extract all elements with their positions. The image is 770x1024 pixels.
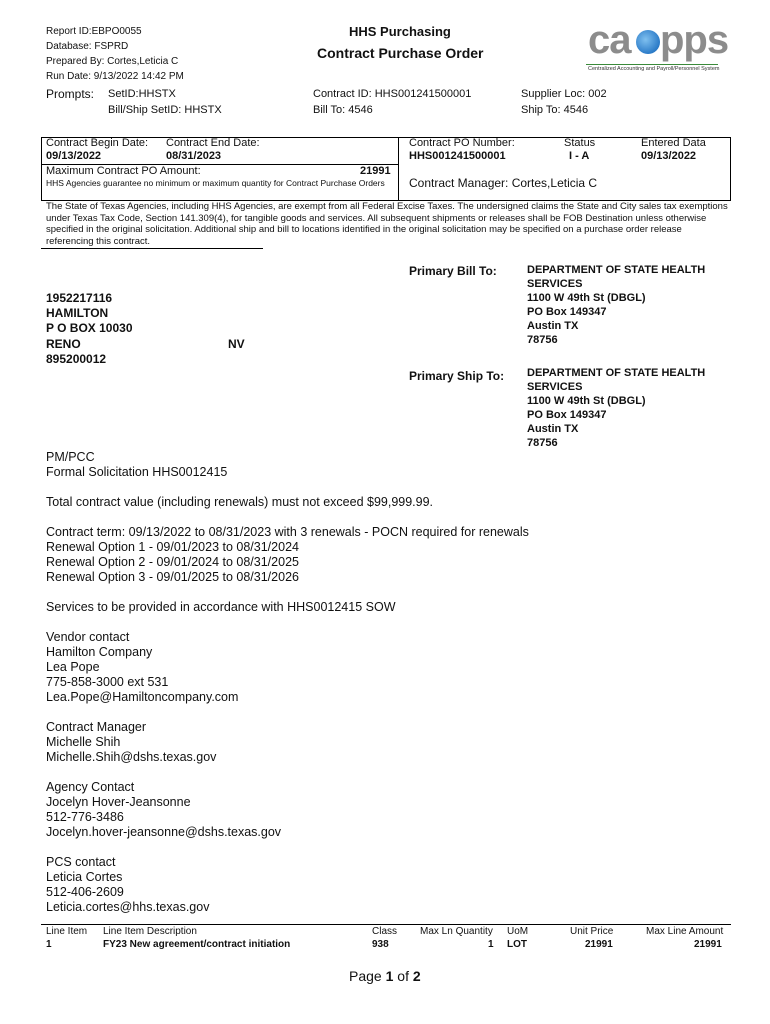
page-title: HHS Purchasing [349, 24, 451, 39]
vendor-city: RENO [46, 337, 81, 351]
report-id: Report ID:EBPO0055 [46, 26, 142, 37]
vendor-id: 1952217116 [46, 291, 113, 305]
note-line: Lea Pope [46, 660, 100, 674]
bill-to: Bill To: 4546 [313, 104, 373, 116]
entered-label: Entered Data [641, 137, 706, 149]
status-label: Status [564, 137, 596, 149]
note-line [46, 585, 529, 600]
note-line [46, 840, 529, 855]
primary-bill-to-address: DEPARTMENT OF STATE HEALTH SERVICES 1100 W 49th St (DBGL) PO Box 149347 Austin TX 78756 [527, 264, 706, 346]
legal-text: The State of Texas Agencies, including HHS Agencies, are exempt from all Federal Excise Taxes. The undersigned claims the State and City sales tax exemptions under Texas Tax Code, Section 141.309(4), for tangible goods and services. All subsequent shipments or releases shall be FOB Destination unless otherwise specified in the original solicitation. Additional ship and bill to locations identified in the original solicitation may be specified on a purchase order release referencing this contract. [46, 201, 728, 247]
col-uom: UoM [507, 926, 529, 937]
row-description: FY23 New agreement/contract initiation [103, 939, 291, 950]
row-line-item: 1 [46, 939, 52, 950]
note-line: Contract Manager [46, 720, 147, 734]
contract-notes [46, 450, 529, 915]
row-uom: LOT [507, 939, 527, 950]
vendor-zip: 895200012 [46, 352, 107, 366]
note-line [46, 480, 529, 495]
note-line: Michelle.Shih@dshs.texas.gov [46, 750, 217, 764]
logo-tagline: Centralized Accounting and Payroll/Personnel System [588, 66, 720, 72]
col-description: Line Item Description [103, 926, 197, 937]
note-line: Services to be provided in accordance with HHS0012415 SOW [46, 600, 396, 614]
note-line: Formal Solicitation HHS0012415 [46, 465, 228, 479]
note-line: 775-858-3000 ext 531 [46, 675, 169, 689]
contract-id: Contract ID: HHS001241500001 [313, 88, 472, 100]
run-date: Run Date: 9/13/2022 14:42 PM [46, 71, 184, 82]
note-line: Leticia.cortes@hhs.texas.gov [46, 900, 210, 914]
row-class: 938 [372, 939, 389, 950]
note-line [46, 510, 529, 525]
col-max-amount: Max Line Amount [646, 926, 724, 937]
vendor-address: P O BOX 10030 [46, 321, 133, 335]
status-value: I - A [569, 150, 590, 162]
logo-text-right: pps [660, 18, 729, 62]
note-line [46, 705, 529, 720]
note-line: Jocelyn Hover-Jeansonne [46, 795, 191, 809]
note-line: Renewal Option 2 - 09/01/2024 to 08/31/2025 [46, 555, 299, 569]
note-line: 512-406-2609 [46, 885, 124, 899]
primary-bill-to-label: Primary Bill To: [409, 264, 497, 278]
billship-setid: Bill/Ship SetID: HHSTX [108, 104, 222, 116]
note-line: Michelle Shih [46, 735, 121, 749]
vendor-name: HAMILTON [46, 306, 109, 320]
begin-date-value: 09/13/2022 [46, 150, 102, 162]
page-number: Page 1 of 2 [349, 968, 421, 984]
setid: SetID:HHSTX [108, 88, 176, 100]
end-date-value: 08/31/2023 [166, 150, 222, 162]
max-amount-value: 21991 [360, 165, 391, 177]
col-class: Class [372, 926, 398, 937]
row-max-qty: 1 [488, 939, 494, 950]
po-number-value: HHS001241500001 [409, 150, 506, 162]
globe-icon [636, 30, 660, 54]
vendor-state: NV [228, 337, 245, 351]
logo-text-left: ca [588, 18, 631, 62]
database: Database: FSPRD [46, 41, 129, 52]
note-line: Renewal Option 3 - 09/01/2025 to 08/31/2026 [46, 570, 299, 584]
capps-logo [586, 18, 729, 76]
note-line [46, 765, 529, 780]
note-line: Agency Contact [46, 780, 135, 794]
supplier-loc: Supplier Loc: 002 [521, 88, 607, 100]
note-line: PCS contact [46, 855, 116, 869]
guarantee-text: HHS Agencies guarantee no minimum or maximum quantity for Contract Purchase Orders [46, 178, 385, 188]
note-line: Jocelyn.hover-jeansonne@dshs.texas.gov [46, 825, 282, 839]
col-line-item: Line Item [46, 926, 88, 937]
col-unit-price: Unit Price [570, 926, 614, 937]
contract-manager: Contract Manager: Cortes,Leticia C [409, 176, 598, 190]
begin-date-label: Contract Begin Date: [46, 137, 149, 149]
prompts-label: Prompts: [46, 87, 95, 101]
note-line: Leticia Cortes [46, 870, 123, 884]
row-unit-price: 21991 [585, 939, 613, 950]
primary-ship-to-address: DEPARTMENT OF STATE HEALTH SERVICES 1100 W 49th St (DBGL) PO Box 149347 Austin TX 78756 [527, 367, 706, 449]
end-date-label: Contract End Date: [166, 137, 260, 149]
note-line: Total contract value (including renewals) must not exceed $99,999.99. [46, 495, 434, 509]
note-line [46, 615, 529, 630]
ship-to: Ship To: 4546 [521, 104, 589, 116]
po-number-label: Contract PO Number: [409, 137, 515, 149]
page-subtitle: Contract Purchase Order [317, 45, 484, 61]
note-line: Hamilton Company [46, 645, 153, 659]
primary-ship-to-label: Primary Ship To: [409, 369, 505, 383]
row-max-amount: 21991 [694, 939, 722, 950]
note-line: Renewal Option 1 - 09/01/2023 to 08/31/2024 [46, 540, 299, 554]
note-line: 512-776-3486 [46, 810, 124, 824]
note-line: Contract term: 09/13/2022 to 08/31/2023 with 3 renewals - POCN required for renewals [46, 525, 529, 539]
max-amount-label: Maximum Contract PO Amount: [46, 165, 201, 177]
note-line: Vendor contact [46, 630, 130, 644]
col-max-qty: Max Ln Quantity [420, 926, 493, 937]
note-line: Lea.Pope@Hamiltoncompany.com [46, 690, 239, 704]
note-line: PM/PCC [46, 450, 95, 464]
entered-value: 09/13/2022 [641, 150, 697, 162]
prepared-by: Prepared By: Cortes,Leticia C [46, 56, 179, 67]
